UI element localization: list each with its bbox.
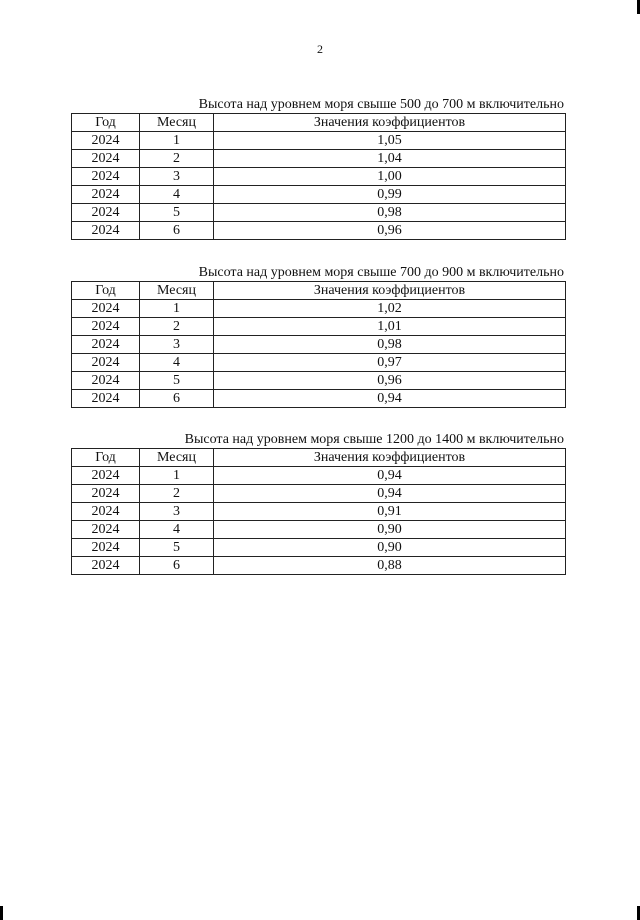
cell-year: 2024 — [72, 168, 140, 186]
table-row — [72, 336, 566, 354]
table-header-row — [72, 114, 566, 132]
column-header-month: Месяц — [140, 282, 214, 300]
coefficients-table — [71, 281, 566, 408]
scan-crop-mark-bottom-left — [0, 906, 3, 920]
cell-month: 2 — [140, 150, 214, 168]
section-altitude-700-900 — [71, 265, 565, 408]
cell-year: 2024 — [72, 557, 140, 575]
column-header-value: Значения коэффициентов — [214, 282, 566, 300]
column-header-month: Месяц — [140, 449, 214, 467]
coefficients-table — [71, 448, 566, 575]
cell-year: 2024 — [72, 186, 140, 204]
section-title: Высота над уровнем моря свыше 1200 до 1400 м включительно — [184, 432, 564, 447]
cell-month: 4 — [140, 186, 214, 204]
column-header-year: Год — [72, 282, 140, 300]
cell-value: 0,94 — [214, 485, 566, 503]
cell-value: 0,88 — [214, 557, 566, 575]
cell-month: 2 — [140, 485, 214, 503]
table-row — [72, 150, 566, 168]
cell-value: 0,98 — [214, 336, 566, 354]
table-row — [72, 300, 566, 318]
cell-value: 1,05 — [214, 132, 566, 150]
column-header-month: Месяц — [140, 114, 214, 132]
cell-month: 3 — [140, 503, 214, 521]
cell-year: 2024 — [72, 372, 140, 390]
cell-year: 2024 — [72, 150, 140, 168]
table-row — [72, 186, 566, 204]
cell-value: 1,04 — [214, 150, 566, 168]
cell-month: 4 — [140, 354, 214, 372]
cell-month: 2 — [140, 318, 214, 336]
column-header-value: Значения коэффициентов — [214, 114, 566, 132]
table-row — [72, 132, 566, 150]
cell-year: 2024 — [72, 539, 140, 557]
section-title: Высота над уровнем моря свыше 500 до 700 м включительно — [198, 97, 564, 112]
table-row — [72, 204, 566, 222]
cell-month: 6 — [140, 222, 214, 240]
cell-value: 0,96 — [214, 222, 566, 240]
cell-value: 0,97 — [214, 354, 566, 372]
cell-value: 0,90 — [214, 539, 566, 557]
cell-value: 0,90 — [214, 521, 566, 539]
cell-year: 2024 — [72, 485, 140, 503]
table-row — [72, 521, 566, 539]
table-row — [72, 222, 566, 240]
cell-month: 1 — [140, 132, 214, 150]
table-header-row — [72, 449, 566, 467]
table-row — [72, 557, 566, 575]
cell-month: 3 — [140, 336, 214, 354]
coefficients-table — [71, 113, 566, 240]
cell-value: 0,94 — [214, 390, 566, 408]
cell-value: 0,91 — [214, 503, 566, 521]
cell-month: 6 — [140, 557, 214, 575]
cell-year: 2024 — [72, 204, 140, 222]
cell-month: 3 — [140, 168, 214, 186]
cell-value: 0,96 — [214, 372, 566, 390]
cell-month: 1 — [140, 300, 214, 318]
section-altitude-1200-1400 — [71, 432, 565, 575]
cell-year: 2024 — [72, 336, 140, 354]
section-title: Высота над уровнем моря свыше 700 до 900 м включительно — [198, 265, 564, 280]
cell-value: 1,00 — [214, 168, 566, 186]
column-header-year: Год — [72, 449, 140, 467]
cell-month: 6 — [140, 390, 214, 408]
section-altitude-500-700 — [71, 97, 565, 240]
table-row — [72, 503, 566, 521]
table-row — [72, 318, 566, 336]
cell-year: 2024 — [72, 132, 140, 150]
cell-value: 1,02 — [214, 300, 566, 318]
cell-month: 5 — [140, 539, 214, 557]
cell-year: 2024 — [72, 354, 140, 372]
cell-value: 0,98 — [214, 204, 566, 222]
cell-year: 2024 — [72, 503, 140, 521]
cell-month: 1 — [140, 467, 214, 485]
cell-year: 2024 — [72, 390, 140, 408]
table-row — [72, 354, 566, 372]
table-row — [72, 539, 566, 557]
cell-month: 4 — [140, 521, 214, 539]
cell-year: 2024 — [72, 521, 140, 539]
table-row — [72, 168, 566, 186]
table-row — [72, 467, 566, 485]
cell-value: 0,94 — [214, 467, 566, 485]
table-row — [72, 485, 566, 503]
page-number: 2 — [317, 42, 323, 56]
cell-month: 5 — [140, 204, 214, 222]
cell-value: 0,99 — [214, 186, 566, 204]
cell-year: 2024 — [72, 318, 140, 336]
cell-value: 1,01 — [214, 318, 566, 336]
table-row — [72, 390, 566, 408]
column-header-value: Значения коэффициентов — [214, 449, 566, 467]
cell-year: 2024 — [72, 467, 140, 485]
column-header-year: Год — [72, 114, 140, 132]
table-row — [72, 372, 566, 390]
table-header-row — [72, 282, 566, 300]
cell-month: 5 — [140, 372, 214, 390]
cell-year: 2024 — [72, 300, 140, 318]
cell-year: 2024 — [72, 222, 140, 240]
